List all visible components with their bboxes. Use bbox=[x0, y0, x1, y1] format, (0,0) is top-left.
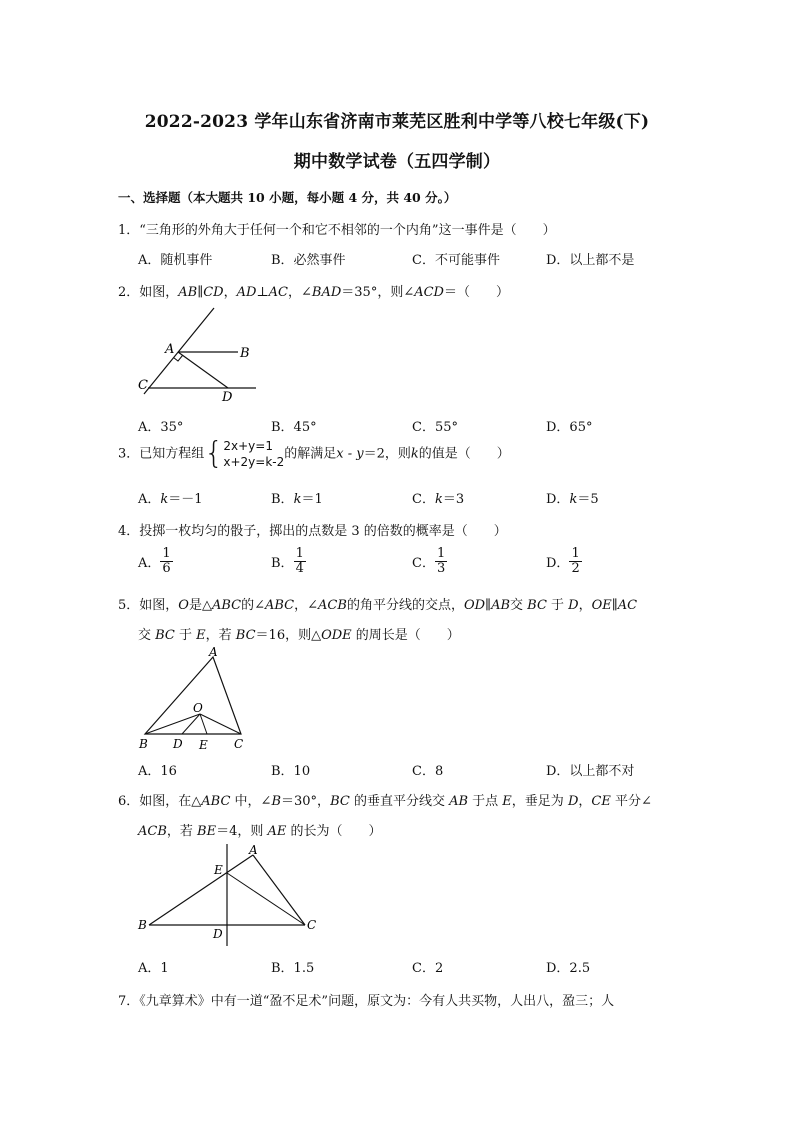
question-1-stem: 1．“三角形的外角大于任何一个和它不相邻的一个内角”这一事件是（ ） bbox=[118, 223, 556, 238]
label-o: O bbox=[193, 701, 203, 715]
side-ba bbox=[149, 855, 253, 925]
side-ac bbox=[253, 855, 305, 925]
q3-option-c[interactable]: C．k＝3 bbox=[412, 492, 465, 507]
q4-option-c[interactable]: C． $\frac{1}{3}$ bbox=[412, 546, 446, 576]
label-b: B bbox=[138, 918, 147, 932]
q2-option-a[interactable]: A．35° bbox=[138, 420, 184, 435]
segment-ad bbox=[178, 352, 228, 388]
equation-system bbox=[204, 438, 284, 470]
q5-option-a[interactable]: A．16 bbox=[138, 764, 177, 779]
q4-option-a[interactable]: A． $\frac{1}{6}$ bbox=[138, 546, 171, 576]
segment-ce bbox=[227, 873, 305, 925]
q6-option-c[interactable]: C．2 bbox=[412, 961, 444, 976]
question-5-stem-line1: 5．如图，O是△ABC的∠ABC，∠ACB的角平分线的交点，OD∥AB交 BC 于 D，OE∥AC bbox=[118, 598, 638, 613]
q6-option-a[interactable]: A．1 bbox=[138, 961, 169, 976]
q1-option-d[interactable]: D．以上都不是 bbox=[546, 253, 635, 268]
q1-option-b[interactable]: B．必然事件 bbox=[271, 253, 346, 268]
question-6-figure bbox=[132, 840, 332, 950]
label-d: D bbox=[173, 737, 183, 751]
exam-title-line1: 2022-2023 学年山东省济南市莱芜区胜利中学等八校七年级(下) bbox=[144, 112, 650, 132]
q2-option-c[interactable]: C．55° bbox=[412, 420, 458, 435]
transversal-line-ac bbox=[144, 308, 214, 394]
brace-icon: { bbox=[204, 436, 224, 471]
question-5-stem-line2: 交 BC 于 E，若 BC＝16，则△ODE 的周长是（ ） bbox=[138, 628, 460, 643]
q4-option-d[interactable]: D． $\frac{1}{2}$ bbox=[546, 546, 580, 576]
exam-title-line2: 期中数学试卷（五四学制） bbox=[293, 152, 501, 172]
label-d: D bbox=[222, 390, 233, 405]
q1-option-c[interactable]: C．不可能事件 bbox=[412, 253, 500, 268]
question-5-figure bbox=[132, 643, 262, 755]
question-3-stem: 3．已知方程组 { 2x+y=1 x+2y=k-2 的解满足x - y＝2，则k的值是（ ） bbox=[118, 436, 510, 471]
section-heading: 一、选择题（本大题共 10 小题，每小题 4 分，共 40 分。） bbox=[118, 190, 457, 205]
question-7-stem: 7．《九章算术》中有一道“盈不足术”问题，原文为：今有人共买物，人出八，盈三；人 bbox=[118, 994, 615, 1009]
label-a: A bbox=[165, 342, 175, 357]
label-c: C bbox=[234, 737, 244, 751]
q6-option-d[interactable]: D．2.5 bbox=[546, 961, 591, 976]
q5-option-c[interactable]: C．8 bbox=[412, 764, 444, 779]
question-4-stem: 4．投掷一枚均匀的骰子，掷出的点数是 3 的倍数的概率是（ ） bbox=[118, 524, 507, 539]
q3-option-d[interactable]: D．k＝5 bbox=[546, 492, 599, 507]
q6-option-b[interactable]: B．1.5 bbox=[271, 961, 315, 976]
label-d: D bbox=[213, 927, 223, 941]
q5-option-b[interactable]: B．10 bbox=[271, 764, 311, 779]
label-a: A bbox=[209, 645, 218, 659]
equation-1: 2x+y=1 bbox=[223, 439, 273, 453]
q3-option-b[interactable]: B．k＝1 bbox=[271, 492, 323, 507]
q1-option-a[interactable]: A．随机事件 bbox=[138, 253, 213, 268]
question-2-stem: 2．如图，AB∥CD，AD⊥AC，∠BAD＝35°，则∠ACD＝（ ） bbox=[118, 285, 509, 300]
question-6-stem-line2: ACB，若 BE＝4，则 AE 的长为（ ） bbox=[138, 824, 382, 839]
q4-option-b[interactable]: B． $\frac{1}{4}$ bbox=[271, 546, 304, 576]
q3-option-a[interactable]: A．k＝－1 bbox=[138, 492, 203, 507]
label-b: B bbox=[240, 346, 250, 361]
q5-option-d[interactable]: D．以上都不对 bbox=[546, 764, 635, 779]
label-b: B bbox=[139, 737, 148, 751]
label-c: C bbox=[307, 918, 317, 932]
question-2-figure bbox=[130, 300, 270, 410]
equation-2: x+2y=k-2 bbox=[223, 455, 285, 469]
q2-option-b[interactable]: B．45° bbox=[271, 420, 317, 435]
label-a: A bbox=[249, 843, 258, 857]
label-e: E bbox=[199, 738, 208, 752]
label-c: C bbox=[138, 378, 148, 393]
question-6-stem-line1: 6．如图，在△ABC 中，∠B＝30°，BC 的垂直平分线交 AB 于点 E，垂足为 D，CE 平分∠ bbox=[118, 794, 652, 809]
q2-option-d[interactable]: D．65° bbox=[546, 420, 593, 435]
label-e: E bbox=[214, 863, 223, 877]
